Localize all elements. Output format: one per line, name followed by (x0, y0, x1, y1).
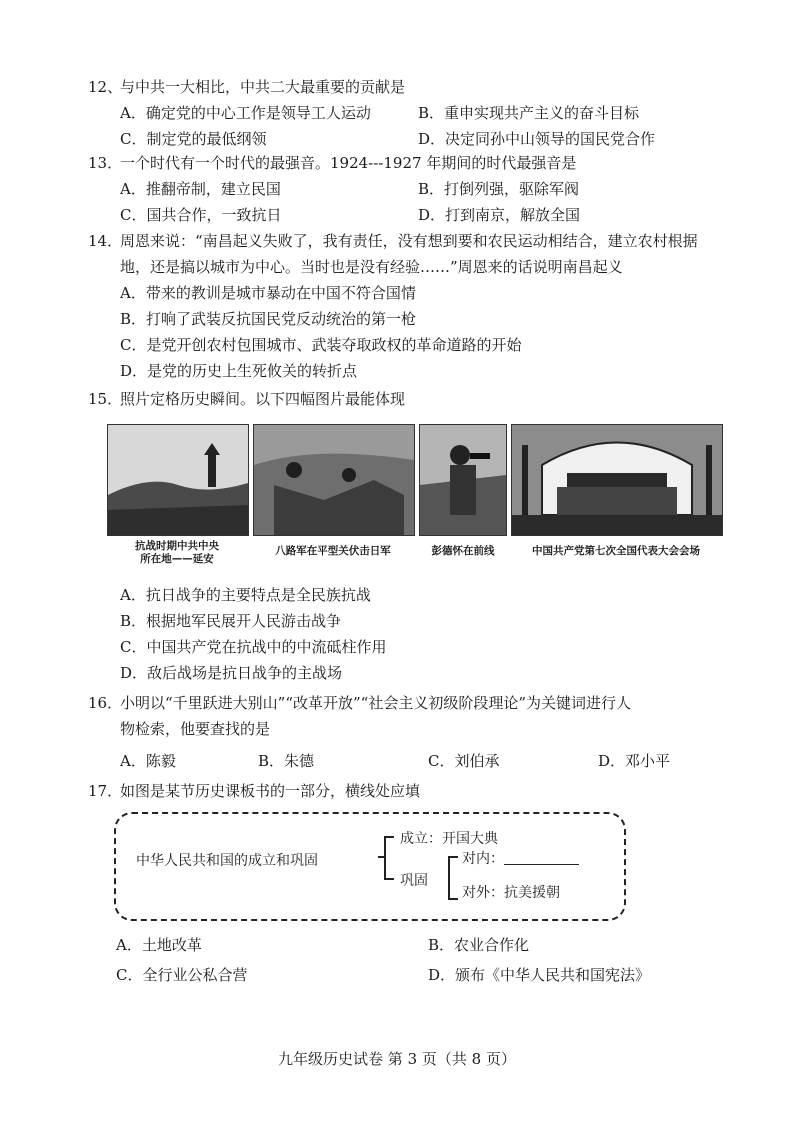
board-external: 对外：抗美援朝 (462, 885, 560, 901)
question-stem (88, 386, 754, 412)
question-text: 如图是某节历史课板书的一部分，横线处应填 (120, 782, 421, 800)
option-row (88, 748, 754, 774)
option-a: A．推翻帝制，建立民国 (120, 180, 281, 198)
option-c: C．中国共产党在抗战中的中流砥柱作用 (120, 638, 387, 656)
question-14 (88, 228, 754, 384)
caption-line: 抗战时期中共中央 (135, 540, 219, 552)
option-b: B．打倒列强，驱除军阀 (418, 180, 580, 198)
option-c: C．全行业公私合营 (116, 966, 248, 984)
question-12 (88, 74, 754, 152)
option-d: D．是党的历史上生死攸关的转折点 (120, 362, 358, 380)
page-footer: 九年级历史试卷 第 3 页（共 8 页） (278, 1050, 516, 1068)
question-text-continued: 地，还是搞以城市为中心。当时也是没有经验……”周恩来的话说明南昌起义 (120, 258, 623, 276)
question-17 (88, 778, 754, 804)
question-text: 周恩来说：“南昌起义失败了，我有责任，没有想到要和农民运动相结合，建立农村根据 (120, 232, 698, 250)
caption-yanan (107, 540, 247, 566)
question-16 (88, 690, 754, 774)
option-row (88, 100, 754, 126)
board-founding: 成立：开国大典 (400, 831, 498, 847)
photo-strip (107, 424, 723, 574)
question-13 (88, 150, 754, 228)
question-stem (88, 228, 754, 254)
option-b: B．农业合作化 (428, 936, 530, 954)
answer-blank (504, 850, 579, 865)
board-internal (462, 848, 579, 868)
option-row (88, 176, 754, 202)
question-stem (88, 150, 754, 176)
option-a: A．陈毅 (120, 752, 176, 770)
board-main-topic: 中华人民共和国的成立和巩固 (136, 853, 318, 869)
question-text-continued: 物检索，他要查找的是 (120, 720, 271, 738)
sub-brace (448, 856, 458, 900)
option-a: A．土地改革 (116, 936, 202, 954)
question-text: 一个时代有一个时代的最强音。1924---1927 年期间的时代最强音是 (120, 154, 577, 172)
question-number: 15． (88, 390, 123, 408)
option-b: B．朱德 (258, 752, 315, 770)
seventh-congress-hall-image (512, 425, 722, 535)
option-b: B．打响了武装反抗国民党反动统治的第一枪 (120, 310, 417, 328)
question-15-options (88, 582, 754, 686)
option-row (88, 126, 754, 152)
question-stem (88, 690, 754, 716)
option-row (88, 932, 754, 962)
photo-peng-dehuai (419, 424, 507, 536)
peng-dehuai-image (420, 425, 506, 535)
board-consolidate: 巩固 (400, 873, 428, 889)
option-a: A．抗日战争的主要特点是全民族抗战 (120, 586, 371, 604)
question-number: 13． (88, 154, 123, 172)
option-a: A．确定党的中心工作是领导工人运动 (120, 104, 371, 122)
question-stem (88, 778, 754, 804)
option-row (88, 962, 754, 992)
option-d: D．打到南京，解放全国 (418, 206, 581, 224)
option-a: A．带来的教训是城市暴动在中国不符合国情 (120, 284, 416, 302)
option-d: D．决定同孙中山领导的国民党合作 (418, 130, 656, 148)
option-c: C．国共合作，一致抗日 (120, 206, 282, 224)
question-text: 小明以“千里跃进大别山”“改革开放”“社会主义初级阶段理论”为关键词进行人 (120, 694, 632, 712)
option-row (88, 202, 754, 228)
question-15 (88, 386, 754, 412)
option-d: D．敌后战场是抗日战争的主战场 (120, 664, 343, 682)
photo-yanan (107, 424, 249, 536)
option-b: B．根据地军民展开人民游击战争 (120, 612, 342, 630)
option-c: C．制定党的最低纲领 (120, 130, 267, 148)
option-c: C．刘伯承 (428, 752, 500, 770)
caption-seventh-congress: 中国共产党第七次全国代表大会会场 (532, 545, 700, 557)
board-internal-label: 对内： (462, 851, 504, 867)
caption-line: 所在地——延安 (140, 553, 214, 565)
option-b: B．重申实现共产主义的奋斗目标 (418, 104, 640, 122)
brace-stub (378, 856, 384, 858)
eighth-route-army-image (254, 425, 414, 535)
caption-pingxingguan: 八路军在平型关伏击日军 (275, 545, 391, 557)
photo-pingxingguan (253, 424, 415, 536)
question-number: 17． (88, 782, 123, 800)
blackboard-outline (114, 812, 626, 921)
question-number: 14． (88, 232, 123, 250)
question-text: 与中共一大相比，中共二大最重要的贡献是 (120, 78, 406, 96)
caption-peng-dehuai: 彭德怀在前线 (431, 545, 495, 557)
yanan-pagoda-image (108, 425, 248, 535)
photo-seventh-congress (511, 424, 723, 536)
question-number: 12、 (88, 78, 123, 96)
question-stem (88, 74, 754, 100)
option-d: D．颁布《中华人民共和国宪法》 (428, 966, 651, 984)
option-c: C．是党开创农村包围城市、武装夺取政权的革命道路的开始 (120, 336, 522, 354)
question-number: 16． (88, 694, 123, 712)
question-17-options (88, 932, 754, 992)
option-d: D．邓小平 (598, 752, 671, 770)
question-text: 照片定格历史瞬间。以下四幅图片最能体现 (120, 390, 406, 408)
main-brace (384, 836, 394, 880)
